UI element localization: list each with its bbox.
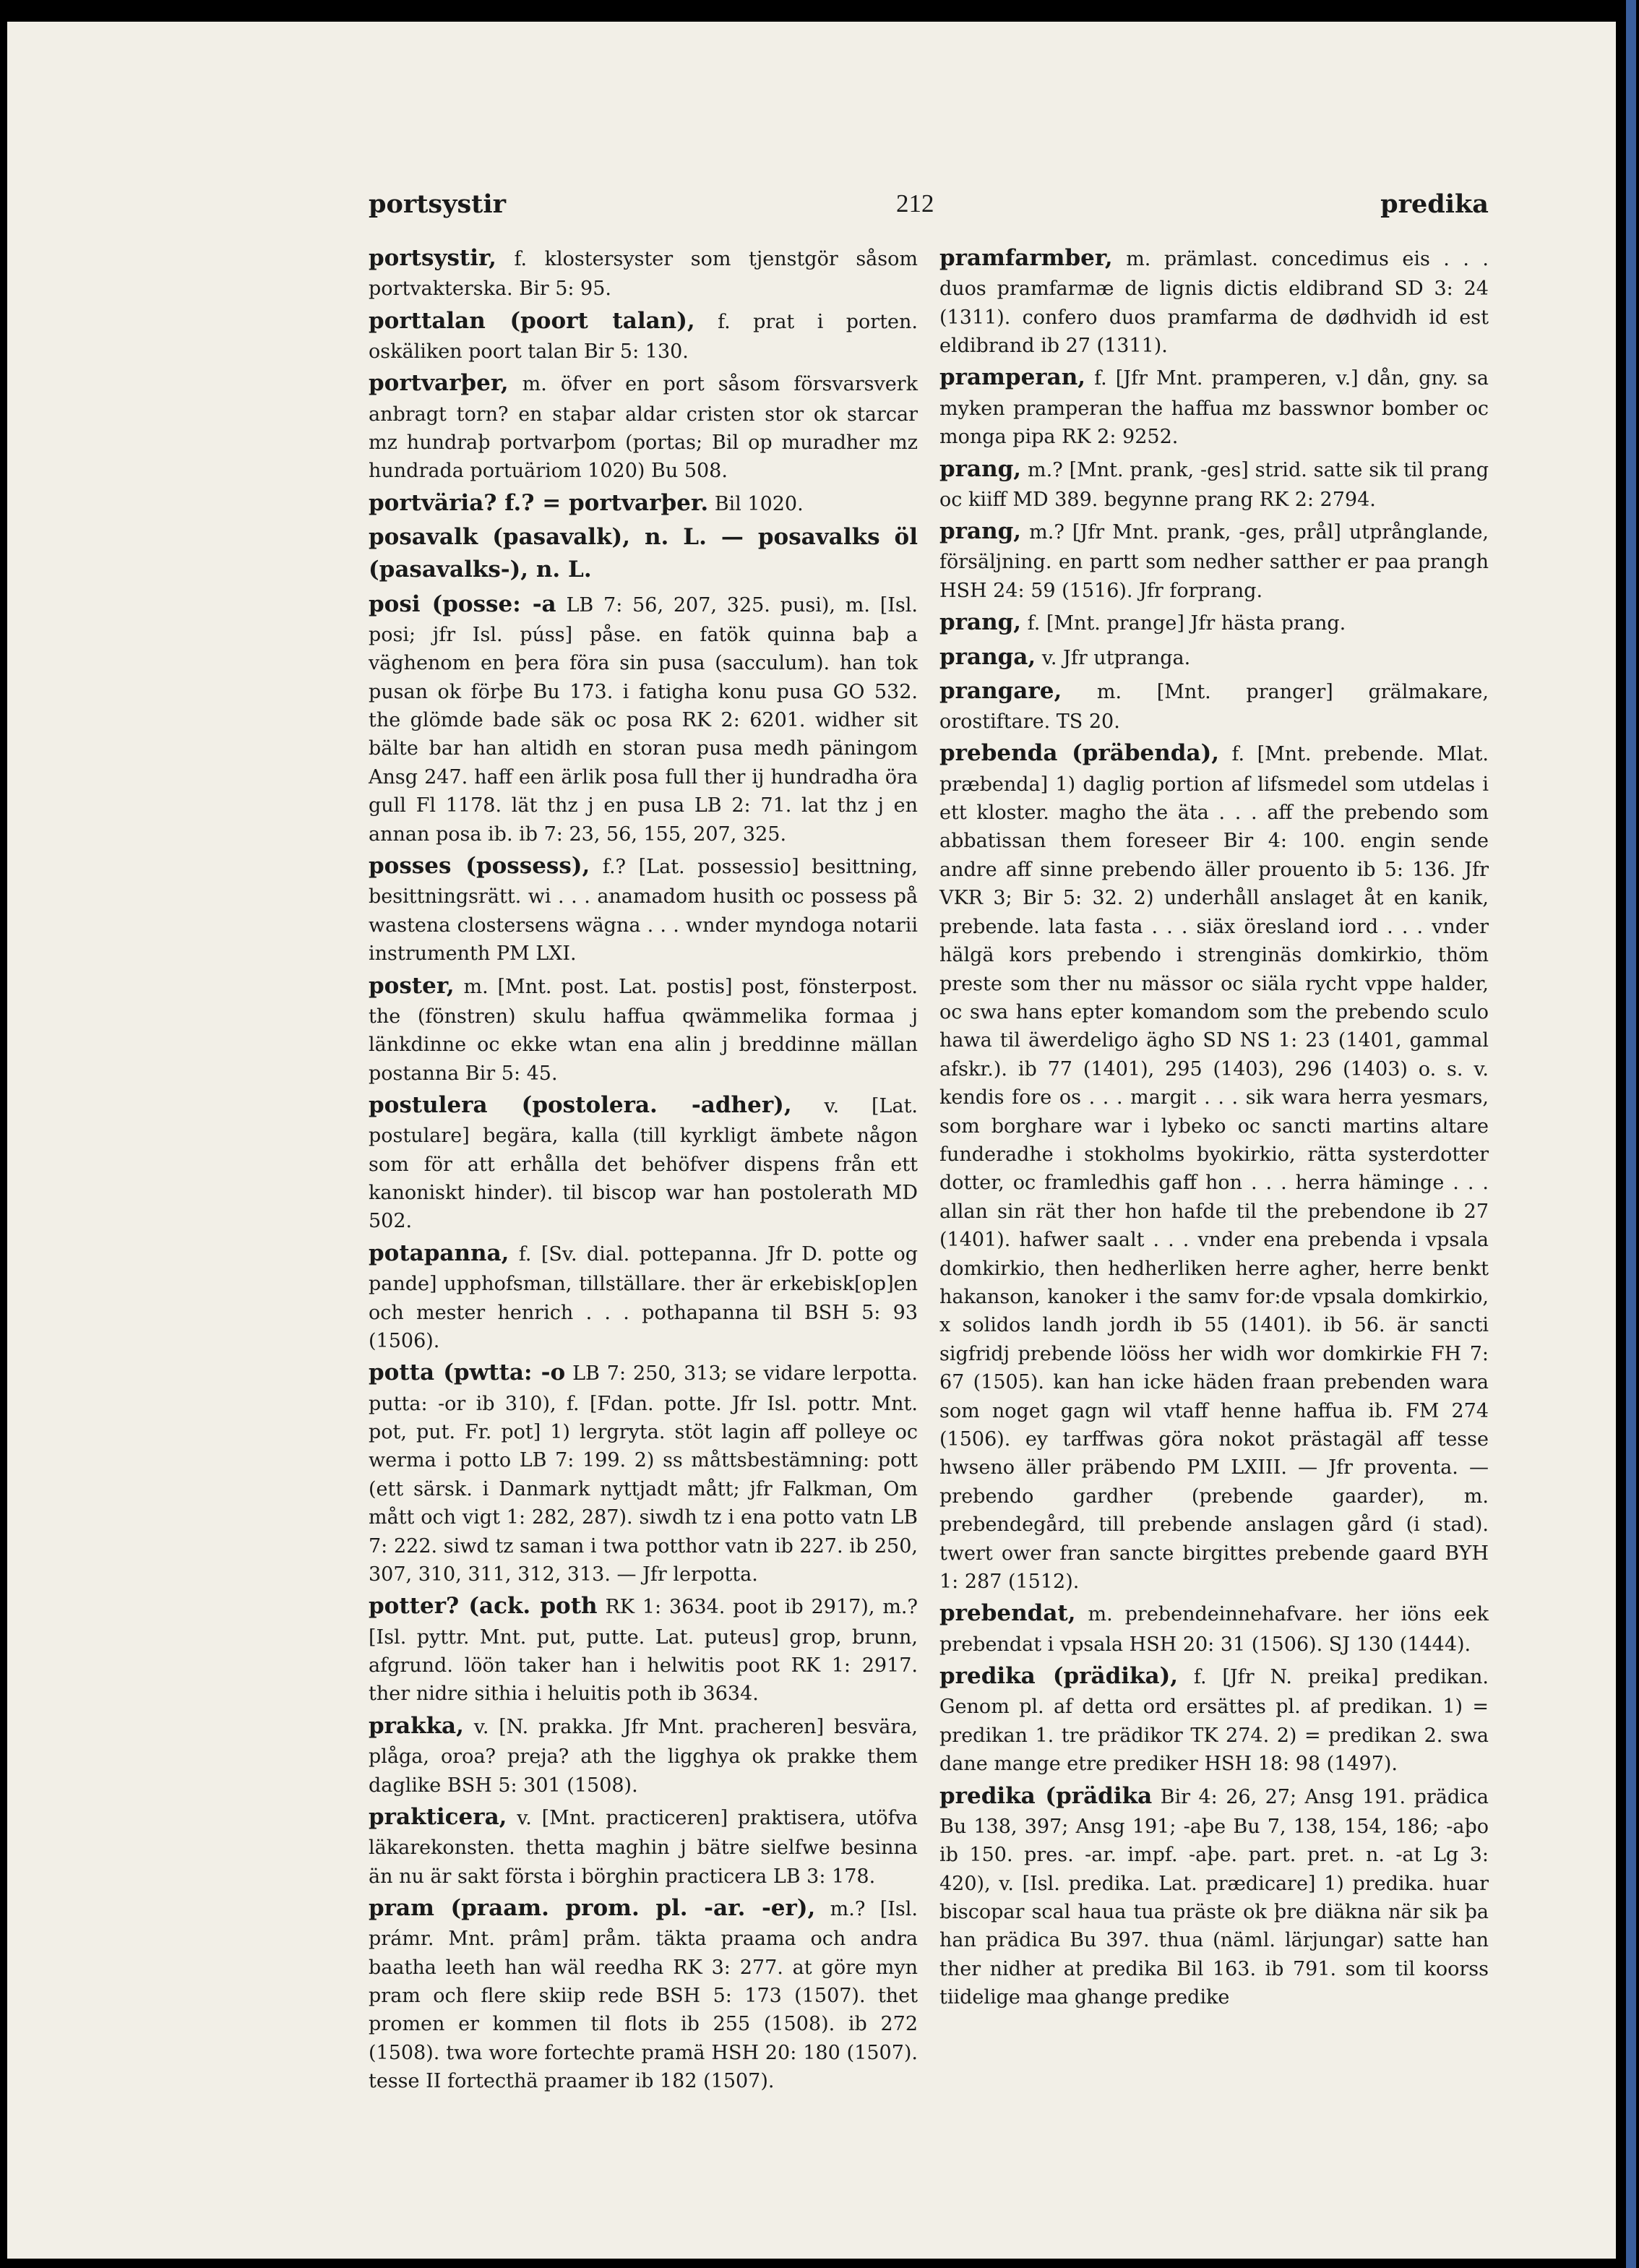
dictionary-entry: [369, 1237, 918, 1355]
entry-text: f.? [Lat. possessio] besittning, besittningsrätt. wi . . . anamadom husith oc possess på wastena clostersens wägna . . . wnder myndoga notarii instrumenth PM LXI.: [369, 856, 918, 966]
dictionary-entry: [369, 1089, 918, 1236]
entry-headword: prebenda (präbenda),: [939, 740, 1220, 767]
dictionary-entry: [369, 1357, 918, 1589]
entry-headword: prebendat,: [939, 1600, 1076, 1627]
dictionary-entry: [369, 850, 918, 968]
entry-text: m. prämlast. concedimus eis . . . duos pramfarmæ de lignis dictis eldibrand SD 3: 24 (1311). confero duos pramfarma de dødhvidh id est eldibrand ib 27 (1311).: [939, 248, 1489, 358]
entry-text: v. [Mnt. practiceren] praktisera, utöfva läkarekonsten. thetta maghin j bätre sielfwe besinna än nu är sakt första i börghin practicera LB 3: 178.: [369, 1806, 918, 1888]
entry-headword: predika (prädika),: [939, 1663, 1179, 1690]
entry-headword: pram (praam. prom. pl. -ar. -er),: [369, 1895, 816, 1921]
entry-text: v. Jfr utpranga.: [1036, 646, 1191, 669]
dictionary-entry: [939, 1597, 1489, 1659]
entry-headword: posavalk (pasavalk), n. L. — posavalks öl (pasavalks-), n. L.: [369, 524, 918, 583]
dictionary-entry: [939, 1660, 1489, 1778]
dictionary-entry: [939, 675, 1489, 736]
entry-text: m. [Mnt. post. Lat. postis] post, fönsterpost. the (fönstren) skulu haffua qwämmelika formaa j länkdinne oc ekke wtan ena alin j breddinne mällan postanna Bir 5: 45.: [369, 975, 918, 1085]
entry-text: Bil 1020.: [708, 492, 804, 515]
entry-text: LB 7: 250, 313; se vidare lerpotta. putta: -or ib 310), f. [Fdan. potte. Jfr Isl. pottr. Mnt. pot, put. Fr. pot] 1) lergryta. stöt lagin aff polleye oc werma i potto LB 7: 199. 2) ss måttsbestämning: pott (ett särsk. i Danmark nyttjadt mått; jfr Falkman, Om mått och vigt 1: 282, 287). siwdh tz i ena potto vatn LB 7: 222. siwd tz saman i twa potthor vatn ib 227. ib 250, 307, 310, 311, 312, 313. — Jfr lerpotta.: [369, 1362, 918, 1586]
entry-text: f. [Jfr N. preika] predikan. Genom pl. af detta ord ersättes pl. af predikan. 1) = predikan 1. tre prädikor TK 274. 2) = predikan 2. swa dane mange etre prediker HSH 18: 98 (1497).: [939, 1666, 1489, 1776]
dictionary-entry: [939, 641, 1489, 674]
entry-text: m.? [Mnt. prank, -ges] strid. satte sik til prang oc kiiff MD 389. begynne prang RK 2: 2794.: [939, 458, 1489, 511]
running-head: [369, 189, 1489, 225]
entry-headword: potter? (ack. poth: [369, 1593, 598, 1620]
entry-text: m. öfver en port såsom försvarsverk anbragt torn? en staþar aldar cristen stor ok starcar mz hundraþ portvarþom (portas; Bil op muradher mz hundrada portuäriom 1020) Bu 508.: [369, 373, 918, 483]
entry-text: v. [N. prakka. Jfr Mnt. pracheren] besvära, plåga, oroa? preja? ath the ligghya ok prakke them daglike BSH 5: 301 (1508).: [369, 1715, 918, 1797]
entry-headword: prang,: [939, 609, 1022, 636]
dictionary-entry: [939, 1780, 1489, 2012]
scan-edge-blue: [1626, 0, 1636, 2268]
dictionary-entry: [369, 588, 918, 849]
dictionary-entry: [939, 737, 1489, 1596]
entry-text: m. prebendeinnehafvare. her iöns eek prebendat i vpsala HSH 20: 31 (1506). SJ 130 (1444).: [939, 1603, 1489, 1656]
entry-headword: prang,: [939, 518, 1022, 545]
entry-headword: pramfarmber,: [939, 245, 1113, 271]
dictionary-entry: [369, 1710, 918, 1800]
dictionary-entry: [369, 1590, 918, 1708]
dictionary-entry: [939, 242, 1489, 360]
entry-text: f. [Mnt. prebende. Mlat. præbenda] 1) daglig portion af lifsmedel som utdelas i ett kloster. magho the äta . . . aff the prebendo som abbatissan them foreseer Bir 4: 100. engin sende andre aff sinne prebendo äller prouento ib 5: 136. Jfr VKR 3; Bir 5: 32. 2) underhåll anslaget åt en kanik, prebende. lata fasta . . . siäx öresland iord . . . vnder hälgä kors prebendo i strenginäs domkirkio, thöm preste som ther nu mässor oc siäla rycht vppe halder, oc swa hans epter komandom som the prebendo sculo hawa til äwerdeligo ägho SD NS 1: 23 (1401, gammal afskr.). ib 77 (1401), 295 (1403), 296 (1403) o. s. v. kendis fore os . . . margit . . . sik wara herra yesmars, som borghare war i lybeko oc sancti martins altare funderadhe i stokholms byokirkio, rätta systerdotter dotter, oc framledhis gaff hon . . . herra häminge . . . allan sin rät ther hon hafde til the prebendone ib 27 (1401). hafwer saalt . . . vnder ena prebenda i vpsala domkirkio, then hedherliken herre agher, herre benkt hakanson, kanoker i the samv for:de vpsala domkirkio, x solidos landh jordh ib 55 (1401). ib 56. är sancti sigfridj prebende lööss her widh wor domkirkie FH 7: 67 (1505). kan han icke häden fraan prebenden wara som noget gagn wil vtaff henne haffua ib. FM 274 (1506). ey tarffwas göra nokot prästagäl aff tesse hwseno äller präbendo PM LXIII. — Jfr proventa. — prebendo gardher (prebende gaarder), m. prebendegård, till prebende anslagen gård (i stad). twert ower fran sancte birgittes prebende gaard BYH 1: 287 (1512).: [939, 743, 1489, 1594]
entry-headword: portväria? f.? = portvarþer.: [369, 489, 709, 516]
entry-headword: prakticera,: [369, 1803, 507, 1830]
entry-headword: prakka,: [369, 1712, 464, 1739]
dictionary-entry: [369, 1801, 918, 1891]
entry-headword: pranga,: [939, 643, 1036, 670]
entry-headword: portsystir,: [369, 245, 496, 271]
entry-text: Bir 4: 26, 27; Ansg 191. prädica Bu 138, 397; Ansg 191; -aþe Bu 7, 138, 154, 186; -aþo ib 150. pres. -ar. impf. -aþe. part. pret. n. -at Lg 3: 420), v. [Isl. predika. Lat. prædicare] 1) predika. huar biscopar scal haua tua präste ok þre diäkna när sik þa han prädica Bu 397. thua (näml. lärjungar) satte han ther nidher at predika Bil 163. ib 791. som til koorss tiidelige maa ghange predike: [939, 1785, 1489, 2009]
dictionary-entry: [369, 487, 918, 520]
running-head-left: portsystir: [369, 189, 507, 219]
running-head-right: predika: [1380, 189, 1489, 219]
dictionary-entry: [939, 515, 1489, 605]
dictionary-entry: [369, 367, 918, 485]
page-number: 212: [896, 189, 934, 218]
entry-text: m.? [Isl. prámr. Mnt. prâm] pråm. täkta praama och andra baatha leeth han wäl reedha RK 3: 277. at göre myn pram och flere skiip rede BSH 5: 173 (1507). thet promen er kommen til flots ib 255 (1508). ib 272 (1508). twa wore fortechte pramä HSH 20: 180 (1507). tesse II fortecthä praamer ib 182 (1507).: [369, 1898, 918, 2093]
dictionary-entry: [369, 970, 918, 1088]
dictionary-entry: [369, 521, 918, 587]
dictionary-entry: [369, 305, 918, 366]
entry-headword: posses (possess),: [369, 853, 590, 880]
entry-text: LB 7: 56, 207, 325. pusi), m. [Isl. posi; jfr Isl. púss] påse. en fatök quinna baþ a väghenom en þera föra sin pusa (sacculum). han tok pusan ok förþe Bu 173. i fatigha konu pusa GO 532. the glömde bade säk oc posa RK 2: 6201. widher sit bälte bar han altidh en storan pusa medh päningom Ansg 247. haff een ärlik posa full ther ij hundradha öra gull Fl 1178. lät thz j en pusa LB 2: 71. lat thz j en annan posa ib. ib 7: 23, 56, 155, 207, 325.: [369, 593, 918, 846]
entry-text: m.? [Jfr Mnt. prank, -ges, prål] utprånglande, försäljning. en partt som nedher satther er paa prangh HSH 24: 59 (1516). Jfr forprang.: [939, 521, 1489, 602]
entry-headword: poster,: [369, 972, 455, 999]
dictionary-entry: [939, 606, 1489, 639]
entry-headword: portvarþer,: [369, 370, 509, 397]
entry-text: f. [Mnt. prange] Jfr hästa prang.: [1021, 612, 1346, 635]
dictionary-entry: [939, 453, 1489, 515]
entry-headword: predika (prädika: [939, 1782, 1153, 1809]
right-column: [939, 242, 1489, 2014]
dictionary-entry: [939, 361, 1489, 451]
entry-text: f. [Jfr Mnt. pramperen, v.] dån, gny. sa myken pramperan the haffua mz basswnor bomber oc monga pipa RK 2: 9252.: [939, 367, 1489, 449]
entry-text: f. prat i porten. oskäliken poort talan Bir 5: 130.: [369, 310, 918, 363]
entry-headword: posi (posse: -a: [369, 590, 556, 617]
entry-headword: prang,: [939, 455, 1022, 482]
entry-text: RK 1: 3634. poot ib 2917), m.? [Isl. pyttr. Mnt. put, putte. Lat. puteus] grop, brunn, afgrund. löön taker han i helwitis poot RK 1: 2917. ther nidre sithia i heluitis poth ib 3634.: [369, 1596, 918, 1706]
dictionary-entry: [369, 242, 918, 304]
entry-headword: prangare,: [939, 677, 1062, 704]
entry-text: f. klostersyster som tjenstgör såsom portvakterska. Bir 5: 95.: [369, 248, 918, 301]
entry-text: v. [Lat. postulare] begära, kalla (till kyrkligt ämbete någon som för att erhålla det behöfver dispens från ett kanoniskt hinder). til biscop war han postolerath MD 502.: [369, 1094, 919, 1233]
left-column: [369, 242, 918, 2097]
entry-headword: postulera (postolera. -adher),: [369, 1091, 792, 1118]
entry-text: f. [Sv. dial. pottepanna. Jfr D. potte og pande] upphofsman, tillställare. ther är erkebisk[op]en och mester henrich . . . pothapanna til BSH 5: 93 (1506).: [369, 1242, 918, 1352]
entry-headword: potapanna,: [369, 1240, 509, 1266]
dictionary-entry: [369, 1892, 918, 2096]
entry-headword: porttalan (poort talan),: [369, 307, 695, 334]
entry-headword: potta (pwtta: -o: [369, 1359, 566, 1386]
entry-text: m. [Mnt. pranger] grälmakare, orostiftare. TS 20.: [939, 680, 1489, 733]
entry-headword: pramperan,: [939, 364, 1086, 391]
